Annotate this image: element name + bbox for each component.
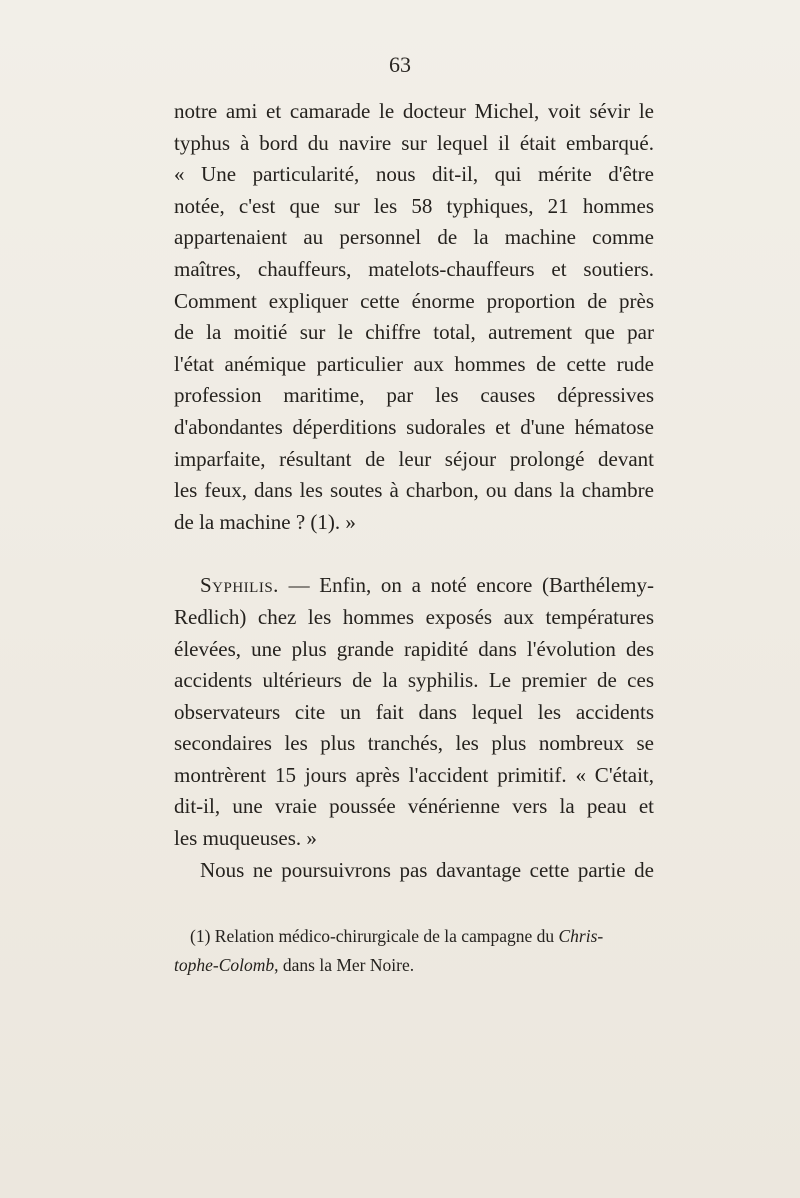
paragraph-typhus [174, 96, 654, 538]
text-line: maîtres, chauffeurs, matelots-chauffeurs et soutiers. [174, 256, 654, 281]
text-line: observateurs cite un fait dans lequel les accidents [174, 699, 654, 724]
text-line: notée, c'est que sur les 58 typhiques, 21 hommes [174, 193, 654, 218]
text-line: Comment expliquer cette énorme proportion de près [174, 288, 654, 313]
paragraph-gap [174, 538, 654, 570]
footnote-ship-name: Chris- [558, 926, 604, 946]
text-line: les muqueuses. » [174, 826, 317, 851]
text-line: secondaires les plus tranchés, les plus nombreux se [174, 731, 654, 756]
body-text [174, 96, 654, 886]
text-line: élevées, une plus grande rapidité dans l'évolution des [174, 636, 654, 661]
text-line: l'état anémique particulier aux hommes de cette rude [174, 351, 654, 376]
text-line: accidents ultérieurs de la syphilis. Le premier de ces [174, 668, 654, 693]
text-line: profession maritime, par les causes dépressives [174, 383, 654, 408]
paragraph-conclusion [174, 855, 654, 887]
heading-line-rest: — Enfin, on a noté encore (Barthélemy- [278, 573, 654, 598]
text-line: notre ami et camarade le docteur Michel, voit sévir le [174, 99, 654, 123]
paragraph-syphilis [174, 570, 654, 854]
text-line [174, 570, 654, 602]
text-line: montrèrent 15 jours après l'accident primitif. « C'était, [174, 762, 654, 787]
text-line: « Une particularité, nous dit-il, qui mérite d'être [174, 162, 654, 187]
footnote [174, 922, 652, 980]
text-line: les feux, dans les soutes à charbon, ou dans la chambre [174, 478, 654, 503]
text-line: typhus à bord du navire sur lequel il était embarqué. [174, 130, 654, 155]
footnote-ship-name-cont: tophe-Colomb [174, 955, 275, 975]
footnote-text: , dans la Mer Noire. [274, 955, 415, 975]
text-line: imparfaite, résultant de leur séjour prolongé devant [174, 446, 654, 471]
text-line: de la machine ? (1). » [174, 509, 356, 534]
text-line: dit-il, une vraie poussée vénérienne vers la peau et [174, 794, 654, 819]
page-number: 63 [389, 52, 411, 77]
text-line: appartenaient au personnel de la machine comme [174, 225, 654, 250]
footnote-text: Relation médico-chirurgicale de la campagne du [210, 926, 559, 946]
footnote-line [190, 922, 652, 951]
text-line: Nous ne poursuivrons pas davantage cette partie de [200, 857, 654, 882]
text-line: d'abondantes déperditions sudorales et d'une hématose [174, 414, 654, 439]
section-heading: Syphilis. [200, 573, 279, 598]
footnote-line [174, 951, 652, 980]
text-line: Redlich) chez les hommes exposés aux températures [174, 604, 654, 629]
text-line: de la moitié sur le chiffre total, autrement que par [174, 320, 654, 345]
footnote-marker: (1) [190, 926, 211, 946]
